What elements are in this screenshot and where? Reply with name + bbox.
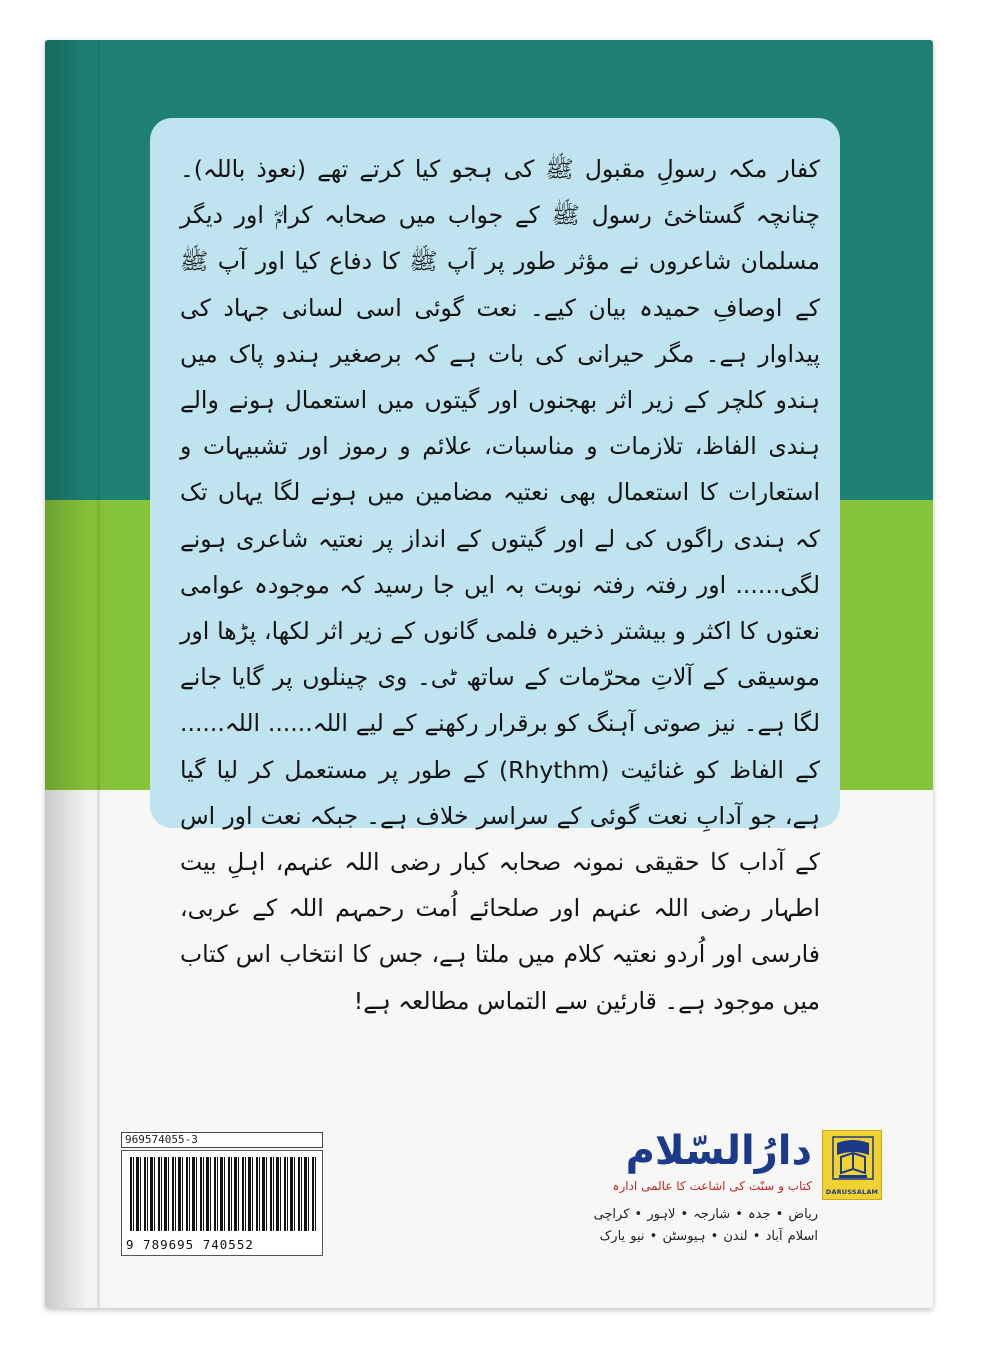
logo-latin-text: DARUSSALAM xyxy=(825,1188,879,1196)
isbn-number: 969574055-3 xyxy=(121,1132,323,1148)
barcode-box xyxy=(121,1150,323,1256)
publisher-cities-line2: اسلام آباد • لندن • ہیوسٹن • نیو یارک xyxy=(599,1229,818,1244)
publisher-tagline: کتاب و سنّت کی اشاعت کا عالمی ادارہ xyxy=(612,1179,812,1193)
publisher-block xyxy=(592,1130,882,1260)
book-back-cover xyxy=(45,40,933,1308)
publisher-logo xyxy=(822,1130,882,1200)
isbn-barcode xyxy=(121,1132,323,1256)
publisher-name: دارُالسّلام xyxy=(625,1128,812,1174)
barcode-bars xyxy=(130,1157,316,1231)
publisher-cities-line1: ریاض • جدہ • شارجہ • لاہور • کراچی xyxy=(593,1207,818,1222)
barcode-number: 9 789695 740552 xyxy=(126,1237,254,1252)
spine-crease xyxy=(97,40,100,1308)
spine-shadow xyxy=(45,40,115,1308)
quran-book-icon xyxy=(829,1135,877,1187)
blurb-panel xyxy=(150,118,840,1015)
blurb-text: کفار مکہ رسولِ مقبول ﷺ کی ہجو کیا کرتے تھے (نعوذ باللہ)۔ چنانچہ گستاخیٔ رسول ﷺ کے جواب میں صحابہ کرامؓ اور دیگر مسلمان شاعروں نے مؤثر طور پر آپ ﷺ کا دفاع کیا اور آپ ﷺ کے اوصافِ حمیدہ بیان کیے۔ نعت گوئی اسی لسانی جہاد کی پیداوار ہے۔ مگر حیرانی کی بات ہے کہ برصغیر ہندو پاک میں ہندو کلچر کے زیر اثر بھجنوں اور گیتوں میں استعمال ہونے والے ہندی الفاظ، تلازمات و مناسبات، علائم و رموز اور تشبیہات و استعارات کا استعمال بھی نعتیہ مضامین میں ہونے لگا یہاں تک کہ ہندی راگوں کی لے اور گیتوں کے انداز پر نعتیہ شاعری ہونے لگی...... اور رفتہ رفتہ نوبت بہ ایں جا رسید کہ موجودہ عوامی نعتوں کا اکثر و بیشتر ذخیرہ فلمی گانوں کے زیر اثر لکھا، پڑھا اور موسیقی کے آلاتِ محرّمات کے ساتھ ٹی۔ وی چینلوں پر گایا جانے لگا ہے۔ نیز صوتی آہنگ کو برقرار رکھنے کے لیے اللہ...... اللہ...... کے الفاظ کو غنائیت (Rhythm) کے طور پر مستعمل کر لیا گیا ہے، جو آدابِ نعت گوئی کے سراسر خلاف ہے۔ جبکہ نعت اور اس کے آداب کا حقیقی نمونہ صحابہ کبار رضی اللہ عنہم، اہلِ بیت اطہار رضی اللہ عنہم اور صلحائے اُمت رحمہم اللہ کے عربی، فارسی اور اُردو نعتیہ کلام میں ملتا ہے، جس کا انتخاب اس کتاب میں موجود ہے۔ قارئین سے التماس مطالعہ ہے! xyxy=(180,155,820,1015)
